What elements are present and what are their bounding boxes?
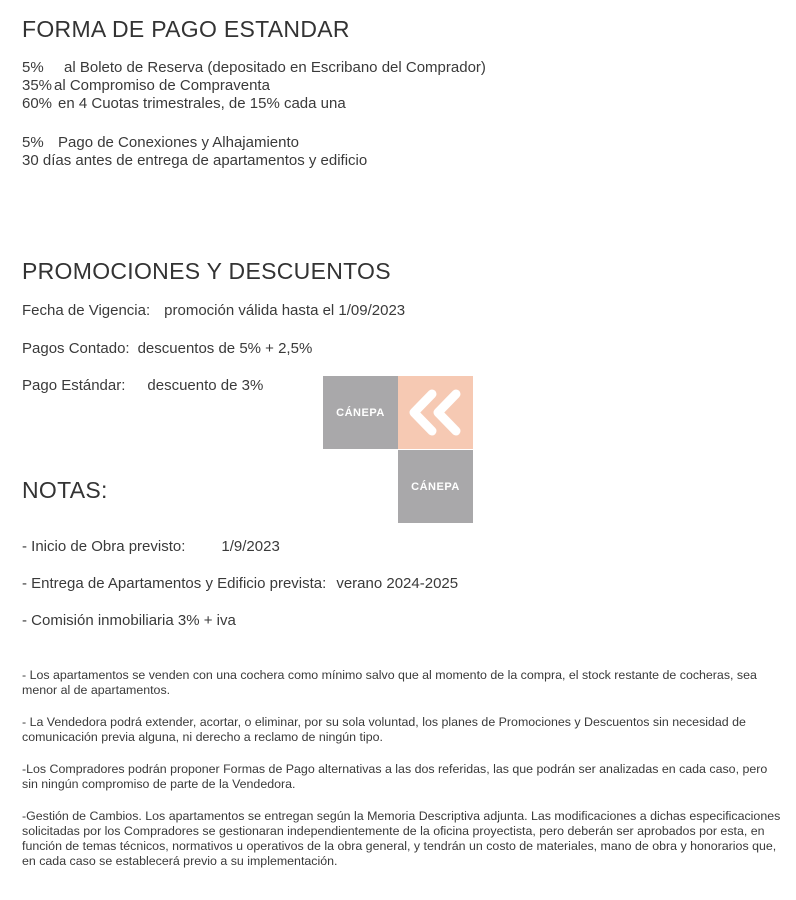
- promo-value: descuentos de 5% + 2,5%: [137, 340, 313, 357]
- promo-item: [22, 302, 405, 319]
- payment-text: Pago de Conexiones y Alhajamiento: [58, 134, 299, 151]
- nota-value: 1/9/2023: [221, 538, 280, 555]
- payment-text: al Boleto de Reserva (depositado en Escribano del Comprador): [64, 59, 486, 76]
- nota-item: [22, 612, 236, 629]
- nota-paragraph: -Gestión de Cambios. Los apartamentos se entregan según la Memoria Descriptiva adjunta. Las modificaciones a dichas especificaciones solicitadas por los Compradores se gestionaran independientemente de la oficina proyectista, pero deberán ser aprobados por esta, en función de temas técnicos, normativos u operativos de la obra general, y tendrán un costo de materiales, mano de obra y honorarios que, en cada caso se establecerá previo a su implementación.: [22, 809, 781, 868]
- payment-extra-note: 30 días antes de entrega de apartamentos y edificio: [22, 152, 368, 169]
- payment-line: [22, 59, 486, 77]
- canepa-logo-tile: [398, 450, 473, 523]
- nota-label: - Comisión inmobiliaria 3% + iva: [22, 612, 236, 629]
- promo-value: descuento de 3%: [147, 377, 264, 394]
- promociones-title: PROMOCIONES Y DESCUENTOS: [22, 258, 391, 284]
- nota-label: - Inicio de Obra previsto:: [22, 538, 186, 555]
- payment-extra-line: [22, 134, 299, 152]
- payment-line: [22, 77, 270, 95]
- notas-title: NOTAS:: [22, 477, 108, 503]
- nota-value: verano 2024-2025: [336, 575, 459, 592]
- payment-text: al Compromiso de Compraventa: [54, 77, 270, 94]
- payment-line: [22, 95, 346, 113]
- nota-paragraph: - La Vendedora podrá extender, acortar, o eliminar, por su sola voluntad, los planes de Promociones y Descuentos sin necesidad de comunicación previa alguna, ni derecho a reclamo de ningún tipo.: [22, 715, 746, 744]
- promo-label: Pago Estándar:: [22, 377, 126, 394]
- payment-percent: 35%: [22, 77, 53, 94]
- nota-paragraph: -Los Compradores podrán proponer Formas de Pago alternativas a las dos referidas, las que podrán ser analizadas en cada caso, pero sin ningún compromiso de parte de la Vendedora.: [22, 762, 768, 791]
- nota-item: [22, 575, 458, 592]
- payment-percent: 5%: [22, 59, 44, 76]
- forma-pago-title: FORMA DE PAGO ESTANDAR: [22, 16, 350, 42]
- logo-text: CÁNEPA: [336, 406, 385, 419]
- canepa-logo-chevrons: [398, 376, 473, 449]
- nota-item: [22, 538, 280, 555]
- promo-label: Fecha de Vigencia:: [22, 302, 151, 319]
- promo-item: [22, 340, 312, 357]
- promo-item: [22, 377, 263, 394]
- nota-label: - Entrega de Apartamentos y Edificio prevista:: [22, 575, 327, 592]
- payment-text: en 4 Cuotas trimestrales, de 15% cada una: [58, 95, 346, 112]
- promo-label: Pagos Contado:: [22, 340, 130, 357]
- payment-percent: 60%: [22, 95, 53, 112]
- payment-percent: 5%: [22, 134, 44, 151]
- nota-paragraph: - Los apartamentos se venden con una cochera como mínimo salvo que al momento de la compra, el stock restante de cocheras, sea menor al de apartamentos.: [22, 668, 757, 697]
- promo-value: promoción válida hasta el 1/09/2023: [164, 302, 406, 319]
- double-chevron-left-icon: [398, 376, 473, 449]
- canepa-logo-tile: [323, 376, 398, 449]
- logo-text: CÁNEPA: [411, 480, 460, 493]
